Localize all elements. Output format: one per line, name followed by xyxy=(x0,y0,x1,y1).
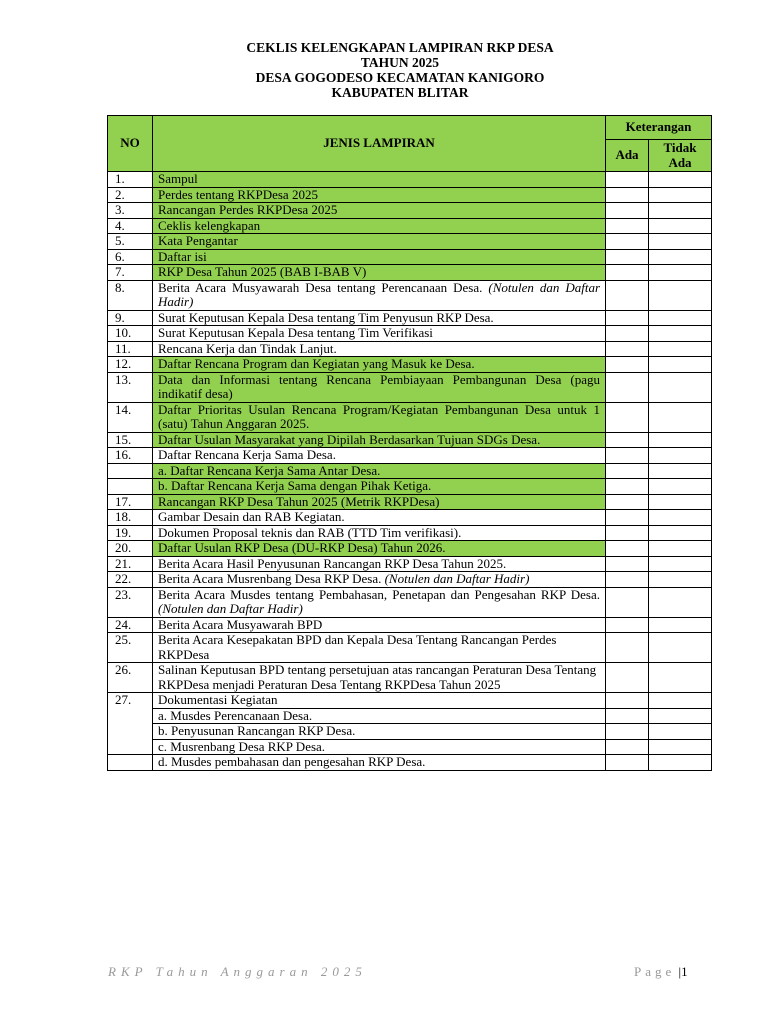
row-number: 13. xyxy=(108,372,153,402)
document-title xyxy=(0,40,768,100)
row-jenis-lampiran xyxy=(153,541,606,557)
row-jenis-lampiran xyxy=(153,310,606,326)
row-number xyxy=(108,755,153,771)
cell-ada xyxy=(606,203,649,219)
row-text: Salinan Keputusan BPD tentang persetujuan atas rancangan Peraturan Desa Tentang RKPDesa menjadi Peraturan Desa Tentang RKPDesa Tahun 2025 xyxy=(158,662,597,692)
cell-tidak-ada xyxy=(649,326,712,342)
cell-tidak-ada xyxy=(649,402,712,432)
cell-tidak-ada xyxy=(649,556,712,572)
cell-ada xyxy=(606,525,649,541)
cell-tidak-ada xyxy=(649,525,712,541)
cell-tidak-ada xyxy=(649,708,712,724)
cell-ada xyxy=(606,372,649,402)
row-text: Rancangan RKP Desa Tahun 2025 (Metrik RKPDesa) xyxy=(158,493,440,509)
row-jenis-lampiran xyxy=(153,525,606,541)
row-jenis-lampiran xyxy=(153,172,606,188)
row-text: Surat Keputusan Kepala Desa tentang Tim Penyusun RKP Desa. xyxy=(158,309,494,325)
row-jenis-lampiran xyxy=(153,432,606,448)
table-row xyxy=(108,341,712,357)
row-text: Daftar Rencana Program dan Kegiatan yang Masuk ke Desa. xyxy=(158,356,475,371)
row-number: 22. xyxy=(108,572,153,588)
row-text: Berita Acara Musyawarah BPD xyxy=(158,616,323,632)
cell-ada xyxy=(606,556,649,572)
table-row xyxy=(108,326,712,342)
cell-tidak-ada xyxy=(649,755,712,771)
row-number: 2. xyxy=(108,187,153,203)
cell-tidak-ada xyxy=(649,234,712,250)
header-no: NO xyxy=(108,116,153,172)
row-note: (Notulen dan Daftar Hadir) xyxy=(158,601,303,616)
table-row xyxy=(108,724,712,740)
row-text: Daftar Prioritas Usulan Rencana Program/Kegiatan Pembangunan Desa untuk 1 (satu) Tahun Anggaran 2025. xyxy=(158,401,600,431)
cell-tidak-ada xyxy=(649,739,712,755)
table-row xyxy=(108,218,712,234)
cell-tidak-ada xyxy=(649,280,712,310)
cell-ada xyxy=(606,510,649,526)
row-number: 4. xyxy=(108,218,153,234)
cell-ada xyxy=(606,693,649,709)
row-text: RKP Desa Tahun 2025 (BAB I-BAB V) xyxy=(158,264,367,279)
row-number: 26. xyxy=(108,663,153,693)
row-jenis-lampiran xyxy=(153,280,606,310)
cell-ada xyxy=(606,357,649,373)
cell-tidak-ada xyxy=(649,724,712,740)
title-line-4: KABUPATEN BLITAR xyxy=(331,85,469,100)
cell-ada xyxy=(606,432,649,448)
footer-page-number: 1 xyxy=(681,964,688,979)
row-jenis-lampiran xyxy=(153,203,606,219)
table-row xyxy=(108,739,712,755)
cell-ada xyxy=(606,463,649,479)
cell-ada xyxy=(606,448,649,464)
row-text: Berita Acara Musyawarah Desa tentang Perencanaan Desa. xyxy=(158,279,483,295)
cell-ada xyxy=(606,479,649,495)
table-row xyxy=(108,234,712,250)
cell-tidak-ada xyxy=(649,494,712,510)
table-row xyxy=(108,249,712,265)
row-number: 25. xyxy=(108,633,153,663)
row-jenis-lampiran xyxy=(153,587,606,617)
table-row xyxy=(108,463,712,479)
table-row xyxy=(108,432,712,448)
row-number: 23. xyxy=(108,587,153,617)
row-jenis-lampiran xyxy=(153,249,606,265)
row-text: Surat Keputusan Kepala Desa tentang Tim Verifikasi xyxy=(158,325,433,340)
cell-ada xyxy=(606,402,649,432)
cell-ada xyxy=(606,494,649,510)
table-row xyxy=(108,265,712,281)
cell-ada xyxy=(606,724,649,740)
row-number: 15. xyxy=(108,432,153,448)
table-row xyxy=(108,479,712,495)
table-row xyxy=(108,448,712,464)
table-row xyxy=(108,617,712,633)
row-number: 6. xyxy=(108,249,153,265)
row-text: Rencana Kerja dan Tindak Lanjut. xyxy=(158,340,337,356)
row-number: 12. xyxy=(108,357,153,373)
cell-ada xyxy=(606,326,649,342)
row-text: Daftar Usulan RKP Desa (DU-RKP Desa) Tahun 2026. xyxy=(158,540,446,555)
cell-tidak-ada xyxy=(649,448,712,464)
row-text: Ceklis kelengkapan xyxy=(158,217,261,233)
table-row xyxy=(108,556,712,572)
row-text: Daftar Usulan Masyarakat yang Dipilah Berdasarkan Tujuan SDGs Desa. xyxy=(158,431,541,447)
table-row xyxy=(108,280,712,310)
cell-ada xyxy=(606,663,649,693)
cell-ada xyxy=(606,310,649,326)
row-number: 5. xyxy=(108,234,153,250)
table-row xyxy=(108,693,712,709)
row-number: 8. xyxy=(108,280,153,310)
row-text: b. Penyusunan Rancangan RKP Desa. xyxy=(158,723,356,738)
row-jenis-lampiran xyxy=(153,479,606,495)
row-jenis-lampiran xyxy=(153,402,606,432)
cell-ada xyxy=(606,187,649,203)
cell-tidak-ada xyxy=(649,203,712,219)
row-text: Daftar isi xyxy=(158,248,207,264)
cell-tidak-ada xyxy=(649,218,712,234)
row-jenis-lampiran xyxy=(153,724,606,740)
table-row xyxy=(108,525,712,541)
row-text: Sampul xyxy=(158,171,198,186)
row-text: a. Musdes Perencanaan Desa. xyxy=(158,707,313,723)
cell-tidak-ada xyxy=(649,510,712,526)
cell-ada xyxy=(606,572,649,588)
row-jenis-lampiran xyxy=(153,572,606,588)
row-text: Dokumentasi Kegiatan xyxy=(158,692,278,707)
title-line-1: CEKLIS KELENGKAPAN LAMPIRAN RKP DESA xyxy=(246,40,554,55)
cell-tidak-ada xyxy=(649,479,712,495)
row-jenis-lampiran xyxy=(153,326,606,342)
row-jenis-lampiran xyxy=(153,663,606,693)
cell-ada xyxy=(606,249,649,265)
table-row xyxy=(108,708,712,724)
row-number: 10. xyxy=(108,326,153,342)
table-row xyxy=(108,372,712,402)
row-note: (Notulen dan Daftar Hadir) xyxy=(384,571,530,586)
cell-tidak-ada xyxy=(649,310,712,326)
row-number xyxy=(108,463,153,479)
footer-document-name: RKP Tahun Anggaran 2025 xyxy=(108,964,367,979)
cell-tidak-ada xyxy=(649,693,712,709)
cell-ada xyxy=(606,755,649,771)
cell-tidak-ada xyxy=(649,463,712,479)
row-text: b. Daftar Rencana Kerja Sama dengan Pihak Ketiga. xyxy=(158,478,432,493)
row-text: Dokumen Proposal teknis dan RAB (TTD Tim verifikasi). xyxy=(158,524,462,540)
cell-ada xyxy=(606,280,649,310)
row-jenis-lampiran xyxy=(153,463,606,479)
cell-tidak-ada xyxy=(649,249,712,265)
table-row xyxy=(108,587,712,617)
title-line-3: DESA GOGODESO KECAMATAN KANIGORO xyxy=(255,70,545,85)
table-row xyxy=(108,572,712,588)
row-number: 14. xyxy=(108,402,153,432)
cell-tidak-ada xyxy=(649,663,712,693)
header-ada: Ada xyxy=(606,140,649,172)
row-number: 20. xyxy=(108,541,153,557)
table-row xyxy=(108,510,712,526)
cell-ada xyxy=(606,341,649,357)
cell-tidak-ada xyxy=(649,587,712,617)
row-text: Berita Acara Musrenbang Desa RKP Desa. xyxy=(158,571,382,586)
row-jenis-lampiran xyxy=(153,556,606,572)
cell-ada xyxy=(606,633,649,663)
row-jenis-lampiran xyxy=(153,708,606,724)
footer-separator: | xyxy=(678,964,682,979)
table-row xyxy=(108,494,712,510)
row-jenis-lampiran xyxy=(153,341,606,357)
row-number: 9. xyxy=(108,310,153,326)
row-jenis-lampiran xyxy=(153,494,606,510)
row-jenis-lampiran xyxy=(153,372,606,402)
cell-tidak-ada xyxy=(649,572,712,588)
checklist-table xyxy=(107,115,712,771)
row-number: 27. xyxy=(108,693,153,755)
row-text: Berita Acara Kesepakatan BPD dan Kepala Desa Tentang Rancangan Perdes RKPDesa xyxy=(158,632,557,662)
table-row xyxy=(108,357,712,373)
row-text: Berita Acara Hasil Penyusunan Rancangan RKP Desa Tahun 2025. xyxy=(158,555,507,571)
row-number: 19. xyxy=(108,525,153,541)
row-text: c. Musrenbang Desa RKP Desa. xyxy=(158,738,326,754)
cell-ada xyxy=(606,617,649,633)
cell-tidak-ada xyxy=(649,357,712,373)
cell-ada xyxy=(606,265,649,281)
cell-ada xyxy=(606,739,649,755)
table-row xyxy=(108,187,712,203)
table-row xyxy=(108,541,712,557)
table-row xyxy=(108,172,712,188)
cell-tidak-ada xyxy=(649,341,712,357)
footer-page-info xyxy=(634,964,688,980)
row-number: 1. xyxy=(108,172,153,188)
row-jenis-lampiran xyxy=(153,448,606,464)
cell-ada xyxy=(606,234,649,250)
row-number: 16. xyxy=(108,448,153,464)
cell-ada xyxy=(606,708,649,724)
row-text: Rancangan Perdes RKPDesa 2025 xyxy=(158,202,338,217)
cell-tidak-ada xyxy=(649,617,712,633)
table-row xyxy=(108,402,712,432)
footer-page-label: Page xyxy=(634,964,676,979)
row-number: 7. xyxy=(108,265,153,281)
row-jenis-lampiran xyxy=(153,755,606,771)
cell-tidak-ada xyxy=(649,372,712,402)
row-text: Gambar Desain dan RAB Kegiatan. xyxy=(158,509,345,524)
cell-tidak-ada xyxy=(649,265,712,281)
row-number: 17. xyxy=(108,494,153,510)
row-jenis-lampiran xyxy=(153,218,606,234)
row-text: d. Musdes pembahasan dan pengesahan RKP Desa. xyxy=(158,754,426,769)
row-text: Perdes tentang RKPDesa 2025 xyxy=(158,186,318,202)
row-jenis-lampiran xyxy=(153,265,606,281)
cell-tidak-ada xyxy=(649,633,712,663)
row-jenis-lampiran xyxy=(153,739,606,755)
row-jenis-lampiran xyxy=(153,234,606,250)
table-row xyxy=(108,755,712,771)
row-note: (Notulen dan Daftar Hadir) xyxy=(158,279,601,309)
table-row xyxy=(108,310,712,326)
cell-ada xyxy=(606,172,649,188)
row-jenis-lampiran xyxy=(153,617,606,633)
cell-tidak-ada xyxy=(649,541,712,557)
row-jenis-lampiran xyxy=(153,633,606,663)
row-text: a. Daftar Rencana Kerja Sama Antar Desa. xyxy=(158,462,381,478)
cell-ada xyxy=(606,218,649,234)
cell-tidak-ada xyxy=(649,432,712,448)
row-number xyxy=(108,479,153,495)
row-number: 21. xyxy=(108,556,153,572)
row-text: Kata Pengantar xyxy=(158,233,238,248)
row-number: 3. xyxy=(108,203,153,219)
table-row xyxy=(108,633,712,663)
table-row xyxy=(108,203,712,219)
row-number: 18. xyxy=(108,510,153,526)
row-jenis-lampiran xyxy=(153,357,606,373)
row-jenis-lampiran xyxy=(153,187,606,203)
header-jenis-lampiran: JENIS LAMPIRAN xyxy=(153,116,606,172)
row-jenis-lampiran xyxy=(153,693,606,709)
title-line-2: TAHUN 2025 xyxy=(360,55,440,70)
cell-tidak-ada xyxy=(649,187,712,203)
header-tidak-ada: Tidak Ada xyxy=(649,140,712,172)
cell-ada xyxy=(606,587,649,617)
row-number: 24. xyxy=(108,617,153,633)
row-text: Berita Acara Musdes tentang Pembahasan, Penetapan dan Pengesahan RKP Desa. xyxy=(158,586,600,602)
row-number: 11. xyxy=(108,341,153,357)
header-keterangan: Keterangan xyxy=(606,116,712,140)
table-row xyxy=(108,663,712,693)
row-text: Data dan Informasi tentang Rencana Pembiayaan Pembangunan Desa (pagu indikatif desa) xyxy=(158,371,600,401)
row-jenis-lampiran xyxy=(153,510,606,526)
row-text: Daftar Rencana Kerja Sama Desa. xyxy=(158,447,336,462)
cell-ada xyxy=(606,541,649,557)
cell-tidak-ada xyxy=(649,172,712,188)
